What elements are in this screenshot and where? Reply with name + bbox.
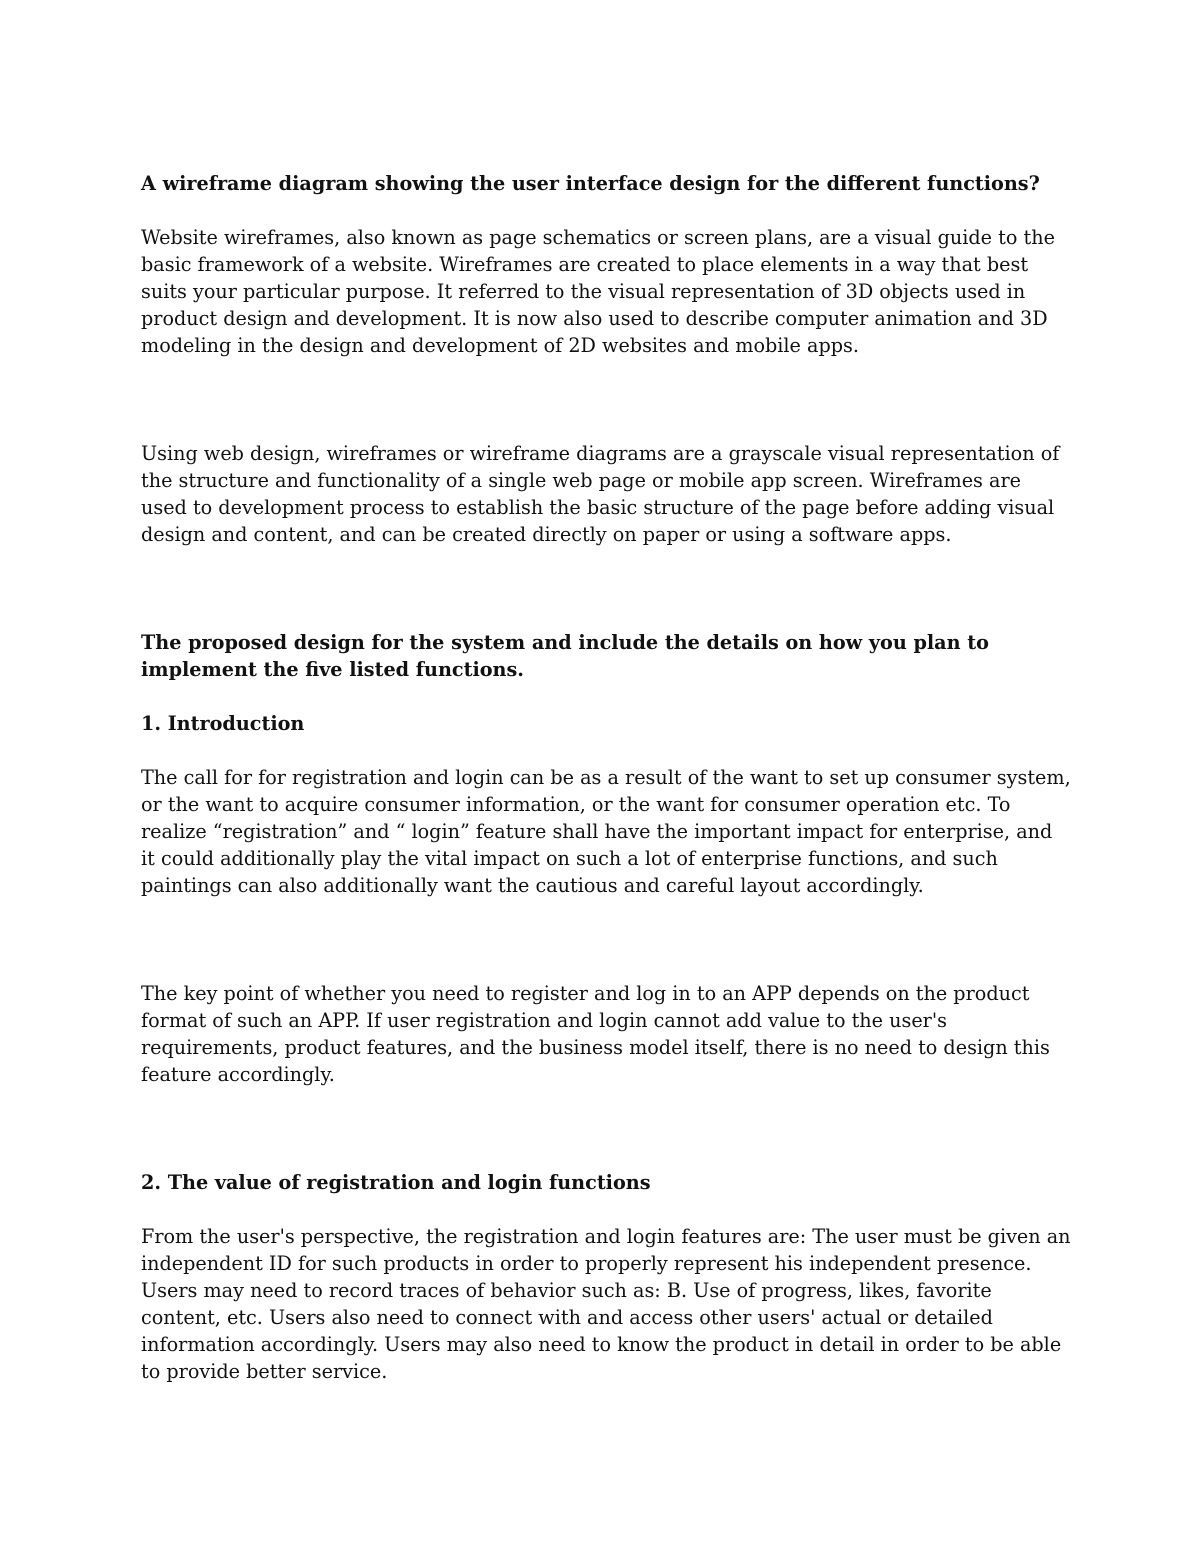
paragraph-web-design: Using web design, wireframes or wireframe diagrams are a grayscale visual representation of the structure and functionality of a single web page or mobile app screen. Wireframes are used to development process to establish the basic structure of the page before adding visual design and content, and can be created directly on paper or using a software apps. (141, 442, 1060, 546)
spacer (141, 548, 1071, 629)
spacer (141, 683, 1071, 710)
heading-introduction: 1. Introduction (141, 712, 305, 735)
spacer (141, 1196, 1071, 1223)
spacer (141, 359, 1071, 440)
paragraph-call-for-registration: The call for for registration and login can be as a result of the want to set up consumer system, or the want to acquire consumer information, or the want for consumer operation etc. To realize “registration” and “ login” feature shall have the important impact for enterprise, and it could additionally play the vital impact on such a lot of enterprise functions, and such paintings can also additionally want the cautious and careful layout accordingly. (141, 766, 1071, 897)
heading-proposed-design: The proposed design for the system and include the details on how you plan to implement the five listed functions. (141, 631, 989, 681)
spacer (141, 197, 1071, 224)
paragraph-user-perspective: From the user's perspective, the registration and login features are: The user must be given an independent ID for such products in order to properly represent his independent presence. Users may need to record traces of behavior such as: B. Use of progress, likes, favorite content, etc. Users also need to connect with and access other users' actual or detailed information accordingly. Users may also need to know the product in detail in order to be able to provide better service. (141, 1225, 1071, 1383)
document-page (141, 170, 1071, 1385)
heading-value-registration-login: 2. The value of registration and login functions (141, 1171, 651, 1194)
paragraph-key-point: The key point of whether you need to register and log in to an APP depends on the product format of such an APP. If user registration and login cannot add value to the user's requirements, product features, and the business model itself, there is no need to design this feature accordingly. (141, 982, 1050, 1086)
heading-wireframe-diagram: A wireframe diagram showing the user interface design for the different functions? (141, 172, 1040, 195)
spacer (141, 899, 1071, 980)
paragraph-wireframes-intro: Website wireframes, also known as page schematics or screen plans, are a visual guide to the basic framework of a website. Wireframes are created to place elements in a way that best suits your particular purpose. It referred to the visual representation of 3D objects used in product design and development. It is now also used to describe computer animation and 3D modeling in the design and development of 2D websites and mobile apps. (141, 226, 1055, 357)
spacer (141, 1088, 1071, 1169)
spacer (141, 737, 1071, 764)
